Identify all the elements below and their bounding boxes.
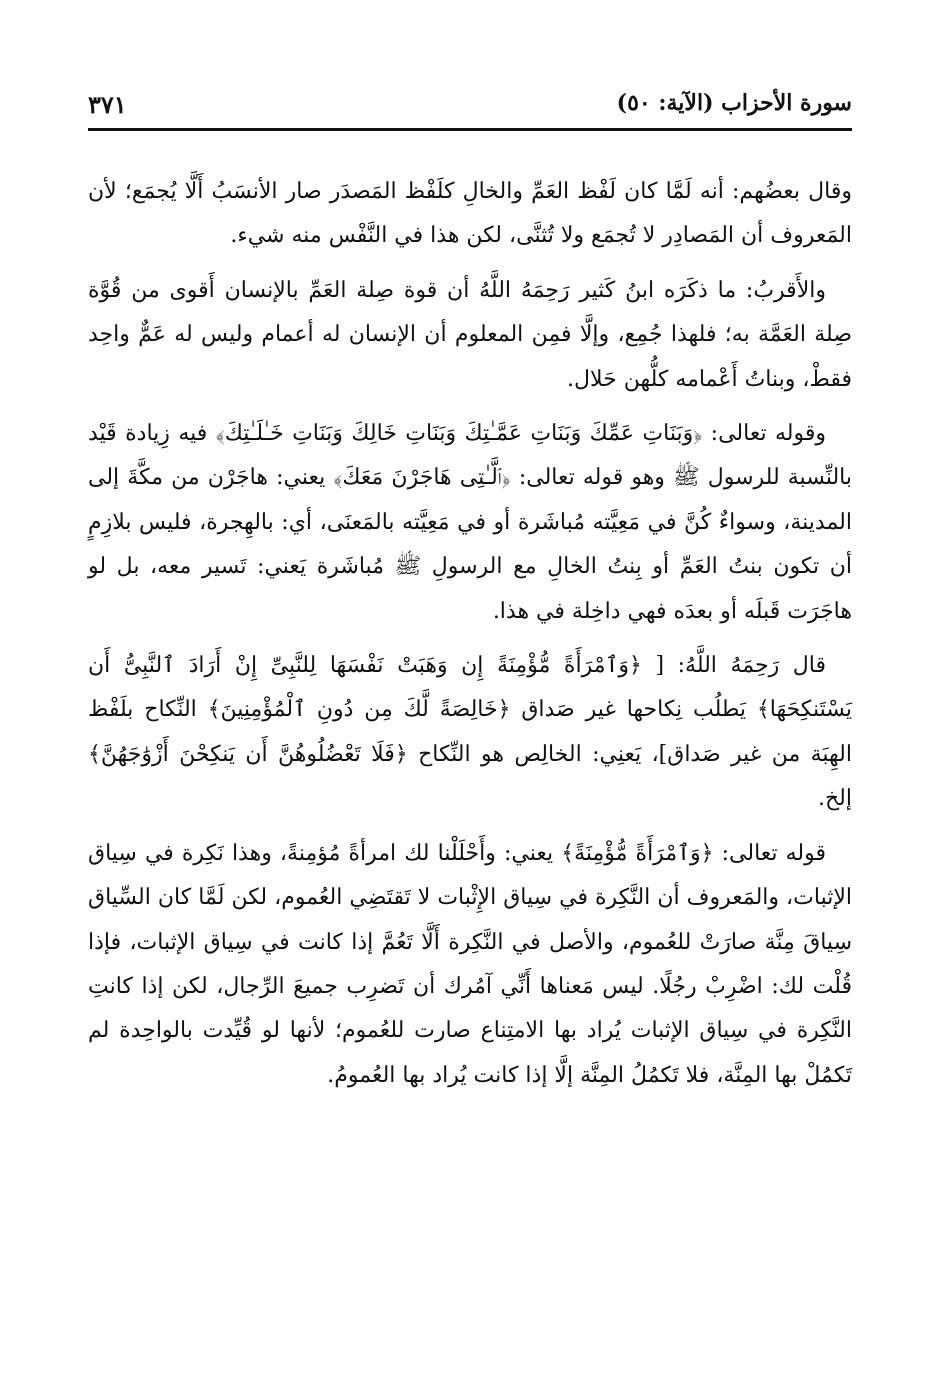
paragraph: قوله تعالى: ﴿وَٱمْرَأَةً مُّؤْمِنَةً﴾ يعني: وأَحْلَلْنا لك امرأةً مُؤمِنةً، وهذا نَكِرة في سِياق الإثبات، والمَعروف أن النَّكِرة في سِياق الإِثْبات لا تَقتَضِي العُموم، لكن لَمَّا كان السِّياق سِياقَ مِنَّة صارَتْ للعُموم، والأصل في النَّكِرة أَلَّا تَعُمَّ إذا كانت في سِياق الإثبات، فإذا قُلْت لك: اضْرِبْ رجُلًا. ليس مَعناها أَنِّي آمُرك أن تَضرِب جميعَ الرِّجال، لكن إذا كانتِ النَّكِرة في سِياق الإثبات يُراد بها الامتِناع صارت للعُموم؛ لأنها لو قُيِّدت بالواحِدة لم تَكمُلْ بها المِنَّة، فلا تَكمُلُ المِنَّة إلَّا إذا كانت يُراد بها العُمومُ.: [88, 840, 852, 1088]
paragraph: وقال بعضُهم: أنه لَمَّا كان لَفْظ العَمِّ والخالِ كلَفْظ المَصدَر صار الأنسَبُ أَلَّا يُجمَع؛ لأن المَعروف أن المَصادِر لا تُجمَع ولا تُثنَّى، لكن هذا في النَّفْس منه شيء.: [88, 179, 852, 249]
paragraph: والأَقربُ: ما ذكَرَه ابنُ كَثير رَحِمَهُ اللَّهُ أن قوة صِلة العَمِّ بالإنسان أَقوى من قُوَّة صِلة العَمَّة به؛ فلهذا جُمِع، وإلَّا فمِن المعلوم أن الإنسان له أعمام وليس له عَمٌّ واحِد فقطْ، وبناتُ أَعْمامه كلُّهن حَلال.: [88, 277, 852, 392]
header-rule: [88, 128, 852, 131]
page-body: [88, 170, 852, 1108]
page-number: ٣٧١: [88, 90, 127, 119]
paragraph: وقوله تعالى: ﴿وَبَنَاتِ عَمِّكَ وَبَنَاتِ عَمَّـٰتِكَ وَبَنَاتِ خَالِكَ وَبَنَاتِ خَـٰلَـٰتِكَ﴾ فيه زِيادة قَيْد بالنِّسبة للرسول ﷺ وهو قوله تعالى: ﴿ٱلَّـٰتِى هَاجَرْنَ مَعَكَ﴾ يعني: هاجَرْن من مكَّةَ إلى المدينة، وسواءٌ كُنَّ في مَعِيَّته مُباشَرة أو في مَعِيَّته بالمَعنَى، أي: بالهِجرة، فليس بلازِمٍ أن تكون بنتُ العَمِّ أو بِنتُ الخالِ مع الرسولِ ﷺ مُباشَرة يَعني: تَسير معه، بل لو هاجَرَت قَبلَه أو بعدَه فهي داخِلة في هذا.: [88, 421, 852, 624]
surah-title: سورة الأحزاب (الآية: ٥٠): [616, 90, 852, 116]
paragraph: قال رَحِمَهُ اللَّهُ: [ ﴿وَٱمْرَأَةً مُّؤْمِنَةً إِن وَهَبَتْ نَفْسَهَا لِلنَّبِىِّ إِنْ أَرَادَ ٱلنَّبِىُّ أَن يَسْتَنكِحَهَا﴾ يَطلُب نِكاحها غير صَداق ﴿خَالِصَةً لَّكَ مِن دُونِ ٱلْمُؤْمِنِينَ﴾ النِّكاح بلَفْظ الهِبَة من غير صَداق]، يَعنِي: الخالِص هو النِّكاح ﴿فَلَا تَعْضُلُوهُنَّ أَن يَنكِحْنَ أَزْوَٰجَهُنَّ﴾ إلخ.: [88, 653, 852, 812]
page-header: [88, 84, 852, 124]
